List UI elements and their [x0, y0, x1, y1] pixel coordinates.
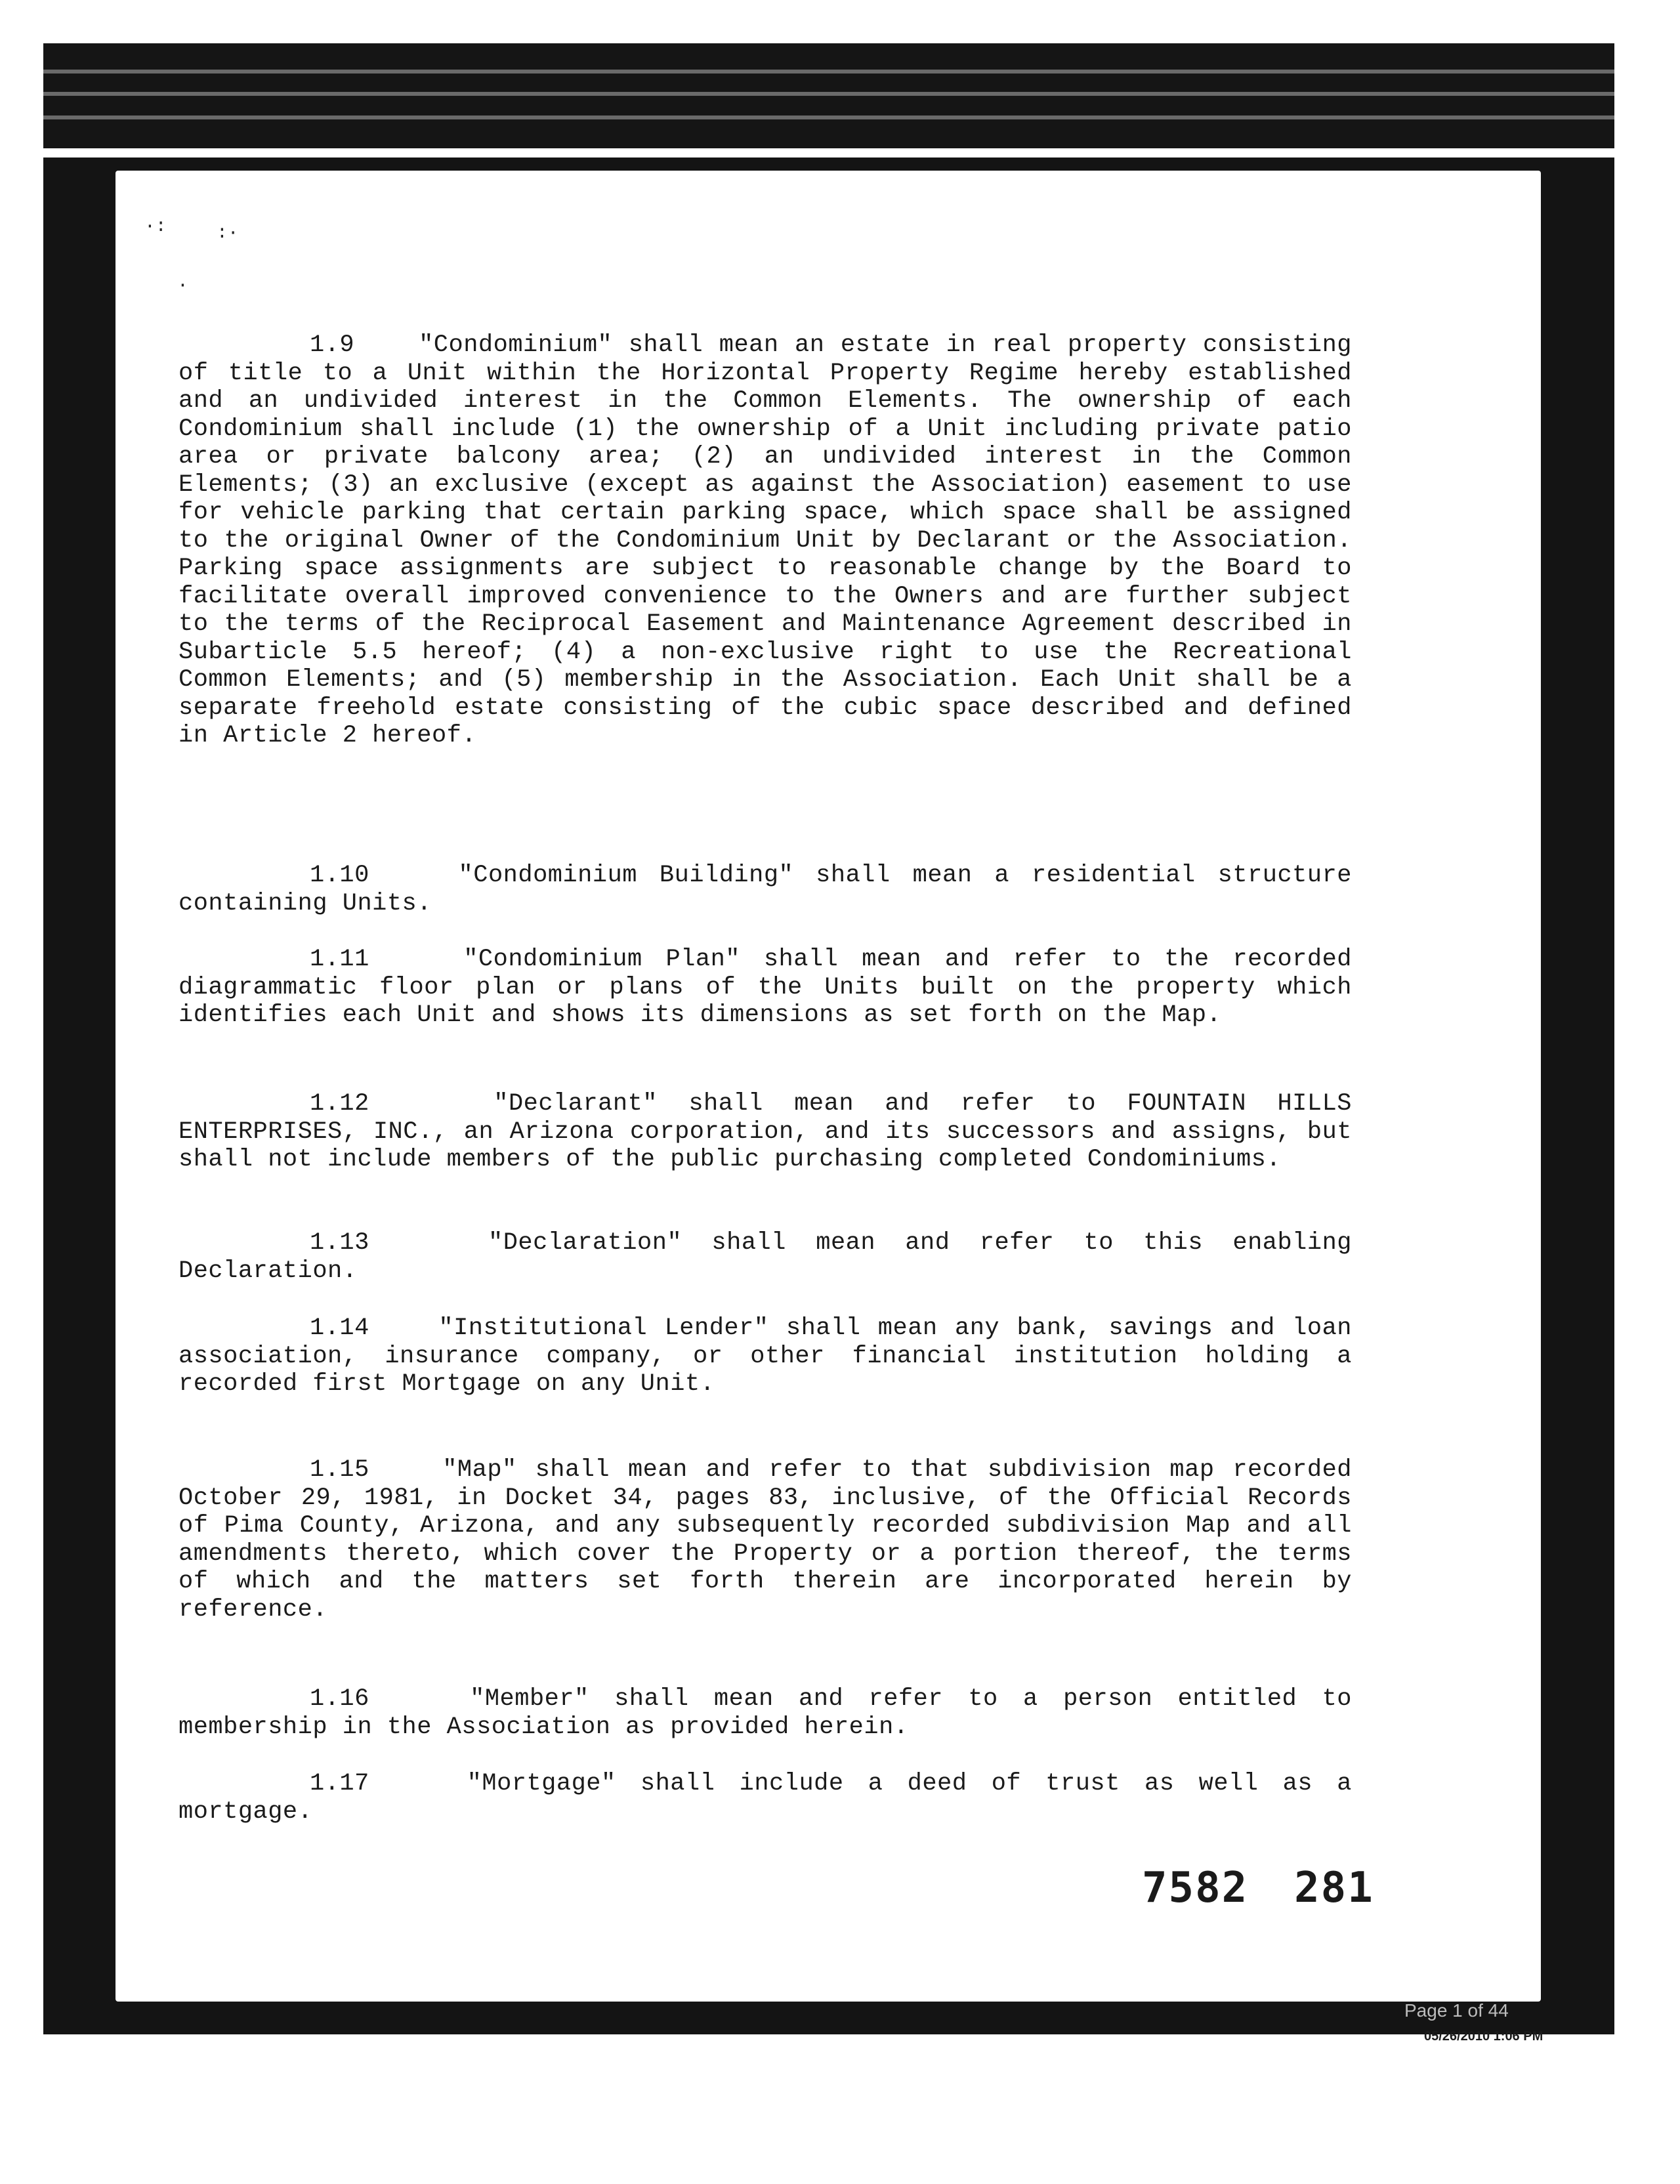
paragraph-1-15 — [178, 1456, 1352, 1624]
scan-speck: ·: — [144, 217, 167, 237]
paragraph-1-11 — [178, 946, 1352, 1030]
paragraph-1-13 — [178, 1229, 1352, 1285]
scan-speck: · — [177, 276, 188, 296]
scan-speck: :· — [217, 223, 239, 243]
paragraph-text: "Map" shall mean and refer to that subdivision map recorded October 29, 1981, in Docket 34, pages 83, inclusive, of the Official Records of Pima County, Arizona, and any subsequently recorded subdivision Map and all amendments thereto, which cover the Property or a portion thereof, the terms of which and the matters set forth therein are incorporated herein by reference. — [178, 1456, 1352, 1624]
paragraph-number: 1.10 — [310, 862, 369, 889]
docket-page-number: 281 — [1294, 1864, 1374, 1912]
paragraph-number: 1.12 — [310, 1090, 369, 1118]
docket-page-stamp — [1142, 1864, 1374, 1912]
print-timestamp: 05/26/2010 1:06 PM — [1424, 2029, 1544, 2044]
paragraph-text: "Condominium" shall mean an estate in real property consisting of title to a Unit within the Horizontal Property Regime hereby established and an undivided interest in the Common Elements. The ownership of each Condominium shall include (1) the ownership of a Unit including private patio area or private balcony area; (2) an undivided interest in the Common Elements; (3) an exclusive (except as against the Association) easement to use for vehicle parking that certain parking space, which space shall be assigned to the original Owner of the Condominium Unit by Declarant or the Association. Parking space assignments are subject to reasonable change by the Board to facilitate overall improved convenience to the Owners and are further subject to the terms of the Reciprocal Easement and Maintenance Agreement described in Subarticle 5.5 hereof; (4) a non-exclusive right to use the Recreational Common Elements; and (5) membership in the Association. Each Unit shall be a separate freehold estate consisting of the cubic space described and defined in Article 2 hereof. — [178, 331, 1352, 749]
paragraph-text: "Institutional Lender" shall mean any bank, savings and loan association, insurance company, or other financial institution holding a recorded first Mortgage on any Unit. — [178, 1314, 1352, 1398]
paragraph-text: "Mortgage" shall include a deed of trust as well as a mortgage. — [178, 1770, 1352, 1826]
scan-streak — [43, 92, 1614, 96]
scan-streak — [43, 116, 1614, 119]
paragraph-1-12 — [178, 1090, 1352, 1174]
paragraph-text: "Declarant" shall mean and refer to FOUNTAIN HILLS ENTERPRISES, INC., an Arizona corporation, and its successors and assigns, but shall not include members of the public purchasing completed Condominiums. — [178, 1090, 1352, 1173]
paragraph-number: 1.17 — [310, 1770, 369, 1797]
paragraph-1-16 — [178, 1685, 1352, 1741]
scan-streak — [43, 70, 1614, 74]
paragraph-number: 1.15 — [310, 1456, 369, 1484]
paragraph-1-10 — [178, 862, 1352, 917]
paragraph-1-14 — [178, 1314, 1352, 1398]
paragraph-text: "Condominium Building" shall mean a residential structure containing Units. — [178, 862, 1352, 917]
paragraph-number: 1.13 — [310, 1229, 369, 1257]
docket-number: 7582 — [1142, 1864, 1249, 1912]
page-count-label: Page 1 of 44 — [1404, 2000, 1509, 2021]
paragraph-number: 1.9 — [310, 331, 355, 359]
paragraph-text: "Declaration" shall mean and refer to this enabling Declaration. — [178, 1229, 1352, 1285]
paragraph-text: "Member" shall mean and refer to a person entitled to membership in the Association as provided herein. — [178, 1685, 1352, 1741]
paragraph-number: 1.14 — [310, 1314, 369, 1342]
paragraph-1-17 — [178, 1770, 1352, 1826]
paragraph-1-9 — [178, 331, 1352, 750]
scan-top-border — [43, 43, 1614, 148]
paragraph-number: 1.11 — [310, 946, 369, 973]
paragraph-number: 1.16 — [310, 1685, 369, 1713]
paragraph-text: "Condominium Plan" shall mean and refer to the recorded diagrammatic floor plan or plans of the Units built on the property which identifies each Unit and shows its dimensions as set forth on the Map. — [178, 946, 1352, 1029]
